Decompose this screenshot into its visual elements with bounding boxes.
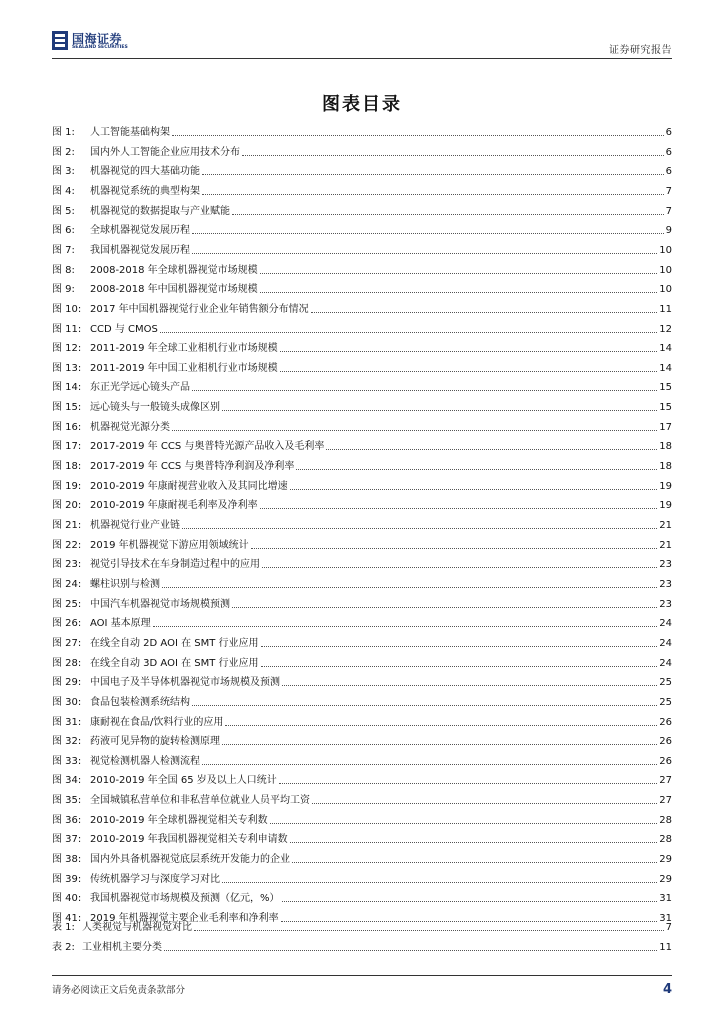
entry-label: 图 20: (52, 500, 82, 512)
entry-label: 图 37: (52, 834, 82, 846)
entry-label: 图 2: (52, 146, 75, 158)
entry-title: 康耐视在食品/饮料行业的应用 (90, 716, 224, 728)
figure-entry[interactable] (52, 221, 672, 237)
entry-leader-dots (222, 410, 657, 411)
figure-entry[interactable] (52, 457, 672, 473)
entry-leader-dots (279, 783, 657, 784)
entry-title: 2010-2019 年全国 65 岁及以上人口统计 (90, 775, 277, 787)
entry-label: 图 21: (52, 520, 82, 531)
entry-label: 图 26: (52, 618, 82, 630)
entry-leader-dots (262, 567, 657, 568)
entry-leader-dots (225, 725, 657, 726)
entry-page-number: 7 (665, 205, 672, 217)
entry-label: 图 31: (52, 716, 82, 728)
entry-label: 图 19: (52, 480, 82, 492)
figure-entry[interactable] (52, 241, 672, 257)
entry-title: 2011-2019 年全球工业相机行业市场规模 (90, 343, 278, 355)
entry-leader-dots (260, 508, 658, 509)
entry-leader-dots (261, 646, 658, 647)
entry-label: 图 10: (52, 303, 82, 315)
entry-leader-dots (326, 449, 657, 450)
sealand-logo-icon (52, 31, 68, 50)
entry-leader-dots (232, 214, 664, 215)
entry-label: 图 29: (52, 677, 82, 689)
entry-title: 全球机器视觉发展历程 (90, 225, 190, 237)
figure-entry[interactable] (52, 614, 672, 630)
figure-entry[interactable] (52, 830, 672, 846)
entry-leader-dots (282, 901, 658, 902)
entry-title: 2008-2018 年全球机器视觉市场规模 (90, 264, 258, 276)
entry-label: 图 13: (52, 362, 82, 374)
entry-page-number: 25 (659, 677, 672, 689)
entry-title: 2010-2019 年康耐视毛利率及净利率 (90, 500, 258, 512)
entry-leader-dots (192, 233, 664, 234)
entry-title: 在线全自动 3D AOI 在 SMT 行业应用 (90, 657, 259, 669)
entry-title: 食品包装检测系统结构 (90, 696, 190, 708)
figure-entry[interactable] (52, 595, 672, 611)
entry-label: 图 34: (52, 775, 82, 787)
entry-leader-dots (192, 253, 657, 254)
entry-label: 图 41: (52, 913, 82, 924)
entry-label: 图 27: (52, 637, 82, 649)
entry-title: 机器视觉光源分类 (90, 421, 170, 433)
entry-leader-dots (282, 685, 657, 686)
entry-label: 图 3: (52, 166, 75, 178)
entry-page-number: 31 (659, 913, 672, 924)
entry-page-number: 7 (665, 922, 672, 933)
entry-page-number: 14 (659, 362, 672, 374)
brand-name-cn: 国海证券 (72, 32, 123, 46)
entry-title: 我国机器视觉市场规模及预测（亿元，%） (90, 893, 280, 905)
entry-title: 2017-2019 年 CCS 与奥普特净利润及净利率 (90, 461, 295, 473)
entry-page-number: 19 (659, 500, 672, 512)
entry-page-number: 6 (665, 146, 672, 158)
entry-title: 2019 年机器视觉下游应用领域统计 (90, 539, 249, 551)
entry-leader-dots (194, 930, 664, 931)
figure-entry[interactable] (52, 320, 672, 336)
entry-label: 表 1: (52, 922, 75, 933)
entry-title: 中国电子及半导体机器视觉市场规模及预测 (90, 677, 280, 689)
entry-page-number: 10 (659, 244, 672, 256)
entry-leader-dots (202, 174, 664, 175)
entry-title: 机器视觉的数据提取与产业赋能 (90, 205, 230, 217)
figure-entry[interactable] (52, 536, 672, 552)
figure-entry[interactable] (52, 889, 672, 905)
entry-title: 2010-2019 年全球机器视觉相关专利数 (90, 814, 268, 826)
entry-title: 2017-2019 年 CCS 与奥普特光源产品收入及毛利率 (90, 441, 325, 453)
entry-label: 图 4: (52, 185, 75, 197)
entry-page-number: 15 (659, 382, 672, 394)
entry-leader-dots (311, 312, 658, 313)
figure-entry[interactable] (52, 496, 672, 512)
entry-label: 图 6: (52, 225, 75, 237)
figure-entry[interactable] (52, 811, 672, 827)
entry-page-number: 24 (659, 657, 672, 669)
entry-page-number: 26 (659, 716, 672, 728)
entry-title: 螺柱识别与检测 (90, 578, 160, 590)
entry-page-number: 28 (659, 814, 672, 826)
entry-page-number: 18 (659, 461, 672, 473)
figure-entry[interactable] (52, 418, 672, 434)
entry-label: 图 18: (52, 461, 82, 473)
entry-label: 图 23: (52, 559, 82, 571)
entry-page-number: 29 (659, 873, 672, 885)
figure-entry[interactable] (52, 654, 672, 670)
entry-page-number: 7 (665, 185, 672, 197)
figure-entry[interactable] (52, 850, 672, 866)
entry-page-number: 23 (659, 559, 672, 571)
entry-leader-dots (292, 862, 657, 863)
entry-page-number: 11 (659, 303, 672, 315)
entry-leader-dots (202, 194, 664, 195)
entry-label: 图 22: (52, 539, 82, 551)
entry-page-number: 27 (659, 775, 672, 787)
figure-entry[interactable] (52, 477, 672, 493)
entry-page-number: 23 (659, 598, 672, 610)
entry-label: 图 35: (52, 795, 82, 807)
entry-leader-dots (290, 842, 658, 843)
entry-leader-dots (160, 332, 657, 333)
entry-title: 机器视觉的四大基础功能 (90, 166, 200, 178)
entry-title: 2010-2019 年康耐视营业收入及其同比增速 (90, 480, 288, 492)
entry-page-number: 17 (659, 421, 672, 433)
figure-entry[interactable] (52, 575, 672, 591)
entry-page-number: 26 (659, 755, 672, 767)
figure-entry[interactable] (52, 791, 672, 807)
entry-label: 图 8: (52, 264, 75, 276)
figure-entry[interactable] (52, 437, 672, 453)
entry-page-number: 10 (659, 264, 672, 276)
entry-page-number: 31 (659, 893, 672, 905)
entry-leader-dots (260, 292, 658, 293)
entry-page-number: 27 (659, 795, 672, 807)
entry-label: 图 16: (52, 421, 82, 433)
entry-label: 图 33: (52, 755, 82, 767)
entry-label: 表 2: (52, 941, 75, 953)
entry-leader-dots (260, 273, 658, 274)
entry-title: AOI 基本原理 (90, 618, 151, 630)
table-entry[interactable] (52, 938, 672, 954)
entry-page-number: 24 (659, 618, 672, 630)
figure-entry[interactable] (52, 673, 672, 689)
entry-leader-dots (232, 607, 657, 608)
entry-title: 2017 年中国机器视觉行业企业年销售额分布情况 (90, 303, 309, 315)
entry-label: 图 24: (52, 578, 82, 590)
entry-leader-dots (270, 823, 658, 824)
entry-label: 图 32: (52, 736, 82, 748)
entry-title: 远心镜头与一般镜头成像区别 (90, 402, 220, 414)
entry-page-number: 21 (659, 539, 672, 551)
entry-label: 图 5: (52, 205, 75, 217)
figure-entry[interactable] (52, 280, 672, 296)
figure-entry[interactable] (52, 261, 672, 277)
entry-title: 2010-2019 年我国机器视觉相关专利申请数 (90, 834, 288, 846)
figure-entry[interactable] (52, 378, 672, 394)
entry-label: 图 15: (52, 402, 82, 414)
entry-page-number: 11 (659, 941, 672, 953)
entry-leader-dots (202, 764, 657, 765)
entry-leader-dots (280, 351, 658, 352)
entry-title: 在线全自动 2D AOI 在 SMT 行业应用 (90, 637, 259, 649)
entry-page-number: 29 (659, 854, 672, 866)
entry-leader-dots (222, 744, 657, 745)
figure-entry[interactable] (52, 555, 672, 571)
entry-title: 机器视觉系统的典型构架 (90, 185, 200, 197)
figure-entry[interactable] (52, 870, 672, 886)
entry-page-number: 26 (659, 736, 672, 748)
figure-entry[interactable] (52, 123, 672, 139)
entry-title: 全国城镇私营单位和非私营单位就业人员平均工资 (90, 795, 310, 807)
entry-title: CCD 与 CMOS (90, 323, 158, 335)
brand-name-en: SEALAND SECURITIES (72, 45, 128, 50)
entry-page-number: 24 (659, 637, 672, 649)
entry-label: 图 17: (52, 441, 82, 453)
entry-page-number: 10 (659, 284, 672, 296)
entry-page-number: 28 (659, 834, 672, 846)
entry-label: 图 25: (52, 598, 82, 610)
entry-title: 我国机器视觉发展历程 (90, 244, 190, 256)
entry-title: 中国汽车机器视觉市场规模预测 (90, 598, 230, 610)
entry-leader-dots (162, 587, 657, 588)
figure-entry[interactable] (52, 732, 672, 748)
entry-page-number: 19 (659, 480, 672, 492)
entry-page-number: 21 (659, 520, 672, 531)
entry-label: 图 38: (52, 854, 82, 866)
entry-title: 药液可见异物的旋转检测原理 (90, 736, 220, 748)
entry-title: 2008-2018 年中国机器视觉市场规模 (90, 284, 258, 296)
figure-entry[interactable] (52, 143, 672, 159)
entry-leader-dots (222, 882, 657, 883)
entry-leader-dots (182, 528, 657, 529)
entry-label: 图 36: (52, 814, 82, 826)
entry-leader-dots (312, 803, 657, 804)
entry-leader-dots (261, 666, 658, 667)
entry-page-number: 9 (665, 225, 672, 237)
brand-logo (52, 30, 182, 54)
figure-entry[interactable] (52, 339, 672, 355)
entry-page-number: 23 (659, 578, 672, 590)
figure-entry[interactable] (52, 202, 672, 218)
figure-entry[interactable] (52, 713, 672, 729)
page-header (52, 30, 672, 59)
entry-label: 图 12: (52, 343, 82, 355)
entry-leader-dots (164, 950, 657, 951)
figure-entry[interactable] (52, 182, 672, 198)
entry-leader-dots (251, 548, 658, 549)
page-title: 图表目录 (322, 94, 402, 115)
entry-title: 人工智能基础构架 (90, 127, 170, 138)
figure-entry[interactable] (52, 516, 672, 532)
entry-label: 图 14: (52, 382, 82, 394)
entry-leader-dots (172, 135, 664, 136)
figure-entry[interactable] (52, 398, 672, 414)
table-entry[interactable] (52, 918, 672, 934)
entry-title: 视觉引导技术在车身制造过程中的应用 (90, 559, 260, 571)
page-number: 4 (662, 982, 672, 997)
entry-title: 国内外人工智能企业应用技术分布 (90, 146, 240, 158)
entry-page-number: 15 (659, 402, 672, 414)
entry-page-number: 6 (665, 166, 672, 178)
entry-title: 2011-2019 年中国工业相机行业市场规模 (90, 362, 278, 374)
entry-label: 图 1: (52, 127, 75, 138)
entry-label: 图 40: (52, 893, 82, 905)
figure-entry[interactable] (52, 693, 672, 709)
entry-label: 图 30: (52, 696, 82, 708)
entry-page-number: 25 (659, 696, 672, 708)
entry-leader-dots (172, 430, 657, 431)
entry-label: 图 9: (52, 284, 75, 296)
entry-page-number: 6 (665, 127, 672, 138)
entry-title: 人类视觉与机器视觉对比 (82, 922, 192, 933)
entry-page-number: 18 (659, 441, 672, 453)
entry-title: 东正光学远心镜头产品 (90, 382, 190, 394)
entry-title: 国内外具备机器视觉底层系统开发能力的企业 (90, 854, 290, 866)
entry-title: 传统机器学习与深度学习对比 (90, 873, 220, 885)
figure-entry[interactable] (52, 634, 672, 650)
figure-entry[interactable] (52, 771, 672, 787)
figure-entry[interactable] (52, 752, 672, 768)
entry-leader-dots (192, 705, 657, 706)
entry-title: 工业相机主要分类 (82, 941, 162, 953)
figure-entry[interactable] (52, 359, 672, 375)
entry-label: 图 11: (52, 323, 82, 335)
entry-title: 2019 年机器视觉主要企业毛利率和净利率 (90, 913, 279, 924)
entry-label: 图 28: (52, 657, 82, 669)
entry-leader-dots (242, 155, 664, 156)
entry-leader-dots (280, 371, 658, 372)
entry-title: 视觉检测机器人检测流程 (90, 755, 200, 767)
entry-title: 机器视觉行业产业链 (90, 520, 180, 531)
entry-page-number: 14 (659, 343, 672, 355)
entry-leader-dots (290, 489, 658, 490)
entry-leader-dots (153, 626, 658, 627)
entry-label: 图 39: (52, 873, 82, 885)
footer-disclaimer: 请务必阅读正文后免责条款部分 (52, 985, 186, 996)
figure-entry[interactable] (52, 162, 672, 178)
report-type: 证券研究报告 (609, 45, 672, 56)
entry-label: 图 7: (52, 244, 75, 256)
entry-page-number: 12 (659, 323, 672, 335)
footer-divider (52, 975, 672, 976)
figure-entry[interactable] (52, 300, 672, 316)
entry-leader-dots (192, 390, 657, 391)
entry-leader-dots (296, 469, 657, 470)
